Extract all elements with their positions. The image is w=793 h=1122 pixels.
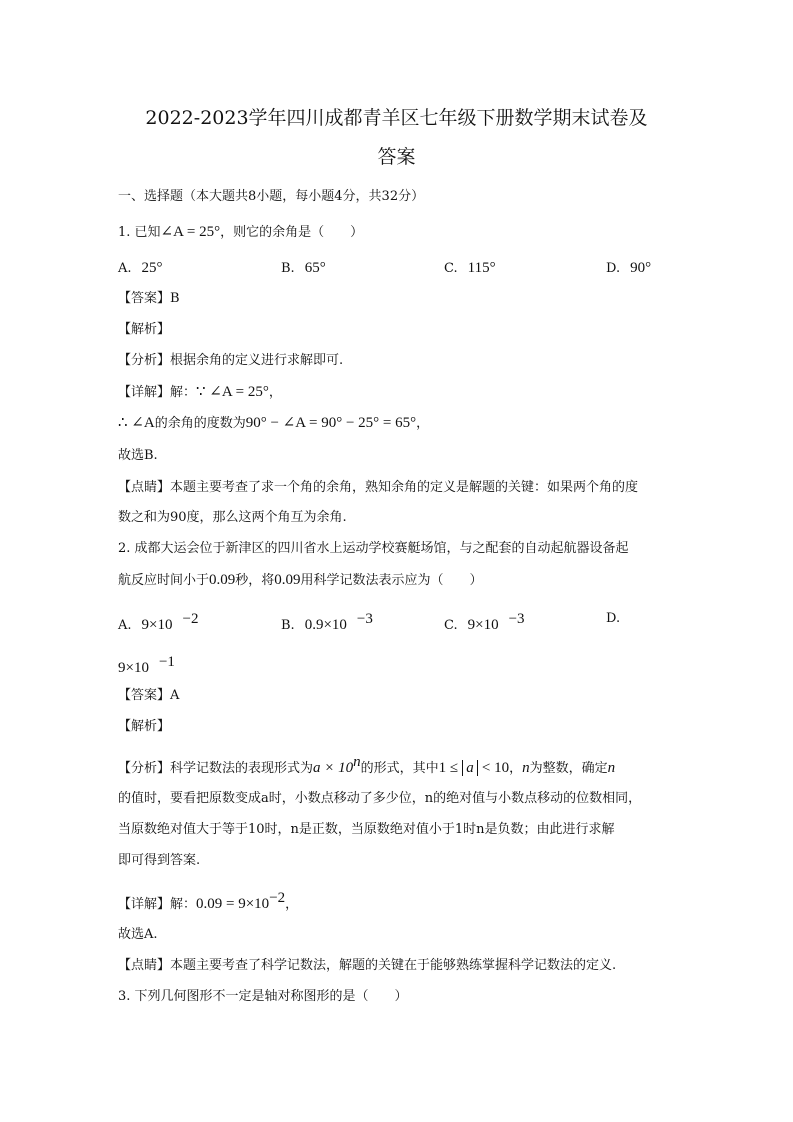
q1-therefore: ∴ ∠A的余角的度数为90° − ∠A = 90° − 25° = 65°， — [118, 415, 430, 431]
page-title-line1: 2022-2023学年四川成都青羊区七年级下册数学期末试卷及 — [145, 107, 648, 129]
q2-option-b: B. 0.9×10 $^{-3}$ — [281, 611, 373, 633]
q1-fenxi: 【分析】根据余角的定义进行求解即可. — [118, 353, 344, 368]
question-2-stem-1: 2. 成都大运会位于新津区的四川省水上运动学校赛艇场馆，与之配套的自动起航器设备起 — [118, 541, 629, 556]
q2-option-d-letter: D. — [606, 611, 621, 626]
question-2-stem-2: 航反应时间小于0.09秒，将0.09用科学记数法表示应为（ ） — [118, 572, 483, 588]
q1-stem-prefix: 1. 已知 — [118, 225, 161, 240]
question-3-stem: 3. 下列几何图形不一定是轴对称图形的是（ ） — [118, 989, 408, 1004]
q2-answer: 【答案】A — [118, 688, 180, 703]
q2-analysis-heading: 【解析】 — [118, 719, 171, 734]
q2-fenxi-3: 当原数绝对值大于等于10时，n是正数，当原数绝对值小于1时n是负数；由此进行求解 — [118, 822, 615, 837]
q1-answer: 【答案】B — [118, 291, 180, 306]
q1-choose: 故选B. — [118, 448, 158, 463]
q1-stem-suffix: ，则它的余角是（ ） — [220, 225, 364, 240]
q1-analysis-heading: 【解析】 — [118, 322, 171, 337]
q2-option-a: A. 9×10 $^{-2}$ — [118, 611, 199, 633]
q1-dianjing-2: 数之和为90度，那么这两个角互为余角. — [118, 510, 347, 525]
q2-option-c: C. 9×10 $^{-3}$ — [444, 611, 525, 633]
q2-fenxi-1: 【分析】科学记数法的表现形式为$a \times 10^n$的形式，其中1 ≤ a < 10，n为整数，确定n — [118, 754, 616, 776]
q2-detail: 【详解】解：$0.09 = 9\times 10^{-2}$， — [118, 890, 299, 912]
q2-fenxi-2: 的值时，要看把原数变成a时，小数点移动了多少位，n的绝对值与小数点移动的位数相同， — [118, 791, 642, 806]
q1-option-d: D. 90° — [606, 260, 652, 276]
q2-choose: 故选A. — [118, 927, 158, 942]
q1-option-b: B. 65° — [281, 260, 326, 276]
q2-dianjing: 【点睛】本题主要考查了科学记数法，解题的关键在于能够熟练掌握科学记数法的定义. — [118, 958, 617, 973]
section-heading: 一、选择题（本大题共8小题，每小题4分，共32分） — [118, 189, 425, 204]
q2-option-d: 9×10 $^{-1}$ — [118, 654, 175, 676]
page-title-line2: 答案 — [377, 146, 416, 168]
q2-fenxi-4: 即可得到答案. — [118, 853, 201, 868]
q1-option-c: C. 115° — [444, 260, 496, 276]
q1-option-a: A. 25° — [118, 260, 163, 276]
q1-stem-math: ∠A = 25° — [160, 224, 221, 240]
question-1-stem — [118, 222, 363, 243]
q1-detail: 【详解】解：∵ ∠A = 25°， — [118, 384, 282, 400]
q1-dianjing-1: 【点睛】本题主要考查了求一个角的余角，熟知余角的定义是解题的关键：如果两个角的度 — [118, 480, 639, 495]
